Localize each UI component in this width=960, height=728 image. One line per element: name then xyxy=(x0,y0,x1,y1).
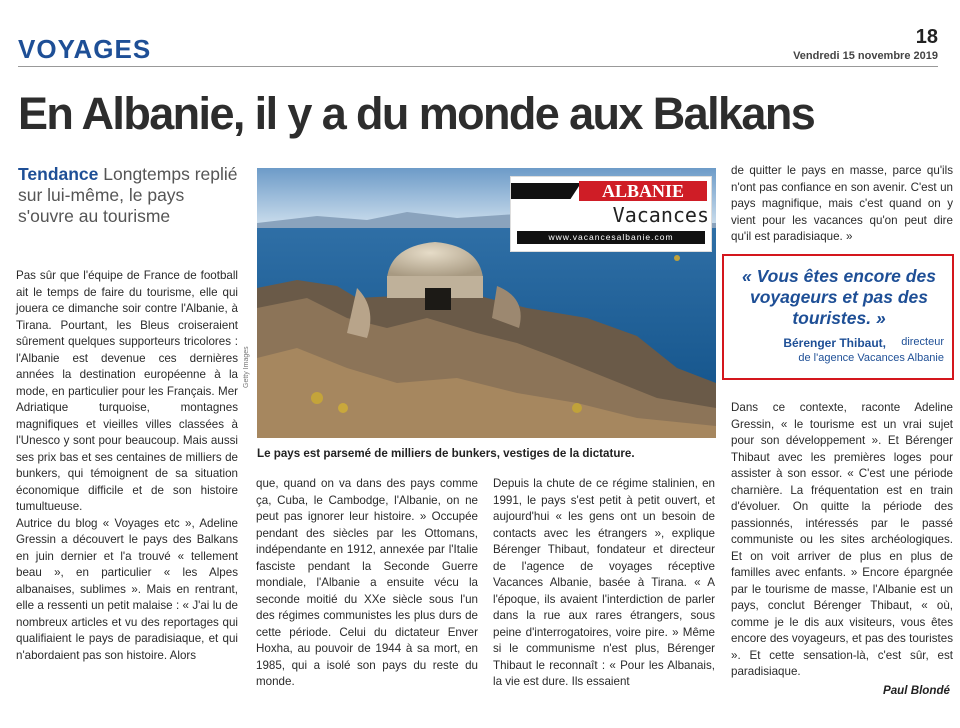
pull-quote-role: directeur xyxy=(901,336,944,348)
logo-url: www.vacancesalbanie.com xyxy=(517,231,705,244)
pull-quote-text: « Vous êtes encore des voyageurs et pas des touristes. » xyxy=(742,266,936,328)
logo-title: ALBANIE xyxy=(579,181,707,201)
page-number: 18 xyxy=(915,26,938,48)
article-column-4-bottom: Dans ce contexte, raconte Adeline Gressin, « le tourisme est un vrai sujet pour son développement ». Et Bérenger Thibaut avec les premières loges pour assister à son essor. « C'est une période charnière. La fréquentation est en train d'évoluer. On quitte la période des passionnés, intéressés par le passé communiste ou les sites archéologiques. Et on voit arriver de plus en plus de familles avec enfants. » Encore épargnée par le tourisme de masse, l'Albanie est un pays, conclut Bérenger Thibaut, « où, comme je le dis aux visiteurs, vous êtes encore des voyageurs, et pas des touristes ». Et cette sensation-là, c'est sûr, est paradisiaque. xyxy=(731,401,953,678)
issue-date: Vendredi 15 novembre 2019 xyxy=(793,50,938,62)
article-author: Paul Blondé xyxy=(883,684,950,697)
header-rule xyxy=(18,66,938,67)
logo-stripe xyxy=(511,183,581,199)
pull-quote-author: Bérenger Thibaut, xyxy=(783,336,886,350)
photo-credit: Getty Images xyxy=(243,346,250,388)
headline: En Albanie, il y a du monde aux Balkans xyxy=(18,88,815,139)
article-column-3: Depuis la chute de ce régime stalinien, en 1991, le pays s'est petit à petit ouvert, et aujourd'hui « les gens ont un besoin de contacts avec les étrangers », explique Bérenger Thibaut, fondateur et directeur de l'agence de voyages réceptive Vacances Albanie, basée à Tirana. « A l'époque, ils avaient l'interdiction de parler dans la rue aux rares étrangers, sous peine d'interrogatoires, voire pire. » Même si le communisme n'est plus, Bérenger Thibaut le reconnaît : « Pour les Albanais, la vie est dure. Ils essaient xyxy=(493,477,715,688)
logo-subtitle: Vacances xyxy=(612,203,709,227)
pull-quote-organization: de l'agence Vacances Albanie xyxy=(798,352,944,364)
teaser xyxy=(18,164,243,227)
albanie-vacances-logo xyxy=(510,176,712,252)
article-column-2: que, quand on va dans des pays comme ça, Cuba, le Cambodge, l'Albanie, on ne peut pas ignorer leur histoire. » Occupée pendant des siècles par les Ottomans, indépendante en 1912, annexée par l'Italie fasciste pendant la Seconde Guerre mondiale, l'Albanie a ensuite vécu la seconde moitié du XXe siècle sous l'un des régimes communistes les plus durs de cette période. Celui du dictateur Enver Hoxha, au pouvoir de 1944 à sa mort, en 1985, qui a isolé son pays du reste du monde. xyxy=(256,477,478,688)
article-column-1: Pas sûr que l'équipe de France de football ait le temps de faire du tourisme, elle qui jouera ce dimanche soir contre l'Albanie, à Tirana. Pourtant, les Bleus croiseraient sûrement quelques supporteurs tricolores : l'Albanie est devenue ces dernières années la destination européenne à la mode, en particulier pour les Français. Mer Adriatique turquoise, montagnes magnifiques et vieilles villes classées à l'Unesco y sont pour beaucoup. Mais aussi ses prix bas et ses centaines de milliers de bunkers, qui témoignent de sa situation économique difficile et de son histoire tumultueuse. Autrice du blog « Voyages etc », Adeline Gressin a découvert le pays des Balkans en juin dernier et l'a trouvé « tellement beau », en particulier « les Alpes albanaises, sublimes ». Mais en rentrant, elle a ressenti un petit malaise : « J'ai lu de nombreux articles et vu des reportages qui qualifiaient le pays de paradisiaque, et qui n'abordaient pas son histoire. Alors xyxy=(16,269,238,662)
section-title: VOYAGES xyxy=(18,34,152,64)
article-column-4-top: de quitter le pays en masse, parce qu'ils n'ont pas confiance en son avenir. C'est un pays magnifique, mais c'est quand on y vient pour les vacances qu'on peut dire qu'il est paradisiaque. » xyxy=(731,164,953,243)
photo-caption: Le pays est parsemé de milliers de bunkers, vestiges de la dictature. xyxy=(257,447,635,460)
teaser-text: Longtemps replié sur lui-même, le pays s'ouvre au tourisme xyxy=(18,164,238,226)
pull-quote xyxy=(722,254,954,380)
teaser-keyword: Tendance xyxy=(18,164,99,184)
